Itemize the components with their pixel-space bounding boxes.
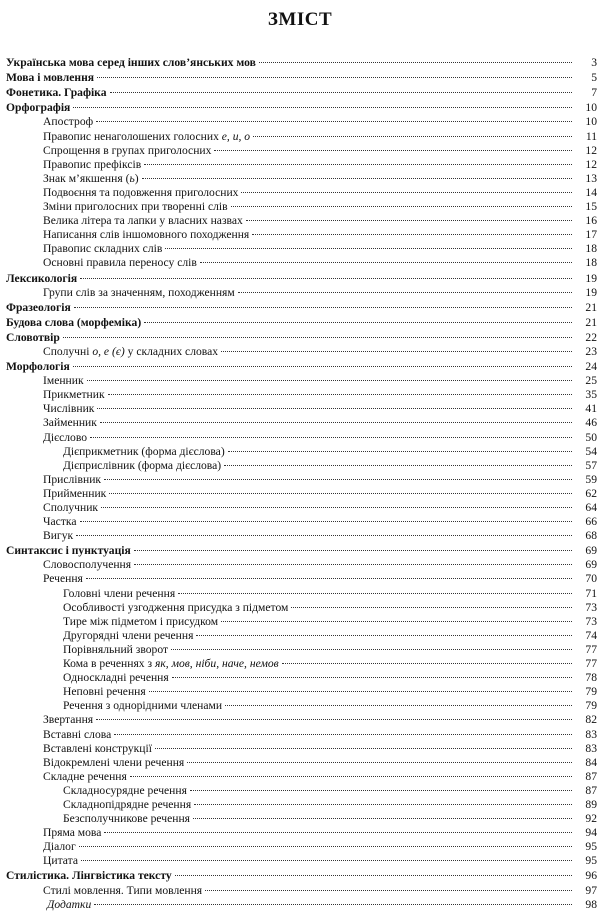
toc-page-number: 71 [585,586,597,600]
toc-page-number: 14 [585,185,597,199]
dot-leader [96,705,572,720]
toc-page-number: 18 [585,242,597,256]
dot-leader [63,323,572,338]
toc-entry-title-text: Велика літера та лапки у власних назвах [43,214,243,228]
toc-page-number: 79 [585,685,597,699]
toc-entry-title-text: Звертання [43,713,94,727]
dot-leader [80,507,573,522]
toc-entry-title-text: Основні правила переносу слів [43,256,197,270]
toc-entry-title-text: Другорядні члени речення [63,628,194,642]
toc-entry-title-text: Відокремлені члени речення [43,755,185,769]
toc-page-number: 98 [585,897,597,911]
toc-entry-title-text: Складнопідрядне речення [63,797,192,811]
dot-leader [246,206,572,221]
dot-leader [221,337,572,352]
toc-page-number: 54 [585,444,597,458]
dot-leader [73,352,572,367]
dot-leader [165,234,572,249]
dot-leader [205,875,572,890]
dot-leader [97,63,572,78]
toc-entry-title-text: Дієприслівник (форма дієслова) [63,458,222,472]
toc-entry-title-text: Вставні слова [43,727,112,741]
dot-leader [144,308,572,323]
dot-leader [96,107,572,122]
toc-entry-title-text: Стилістика. Лінгвістика тексту [6,869,172,883]
toc-page-number: 16 [585,214,597,228]
dot-leader [155,734,572,749]
dot-leader [73,93,572,108]
toc-page-number: 92 [585,812,597,826]
toc-page-number: 10 [585,115,597,129]
toc-entry-title-text: Знак м’якшення ( [43,171,130,185]
toc-entry-title-text: Групи слів за значенням, походженням [43,285,235,299]
toc-entry-title-text: Сполучні [43,344,93,358]
toc-entry-title-text: Займенник [43,416,97,430]
toc-page-number: 64 [585,501,597,514]
toc-page-number: 22 [585,330,597,344]
toc-entry-title-text: Зміни приголосних при творенні слів [43,200,228,214]
toc-entry-title-text: Неповні речення [63,685,146,699]
toc-entry-title-emphasis: ь [129,171,135,185]
dot-leader [142,164,572,179]
toc-page-number: 19 [585,285,597,299]
dot-leader [134,550,572,565]
toc-entry-title-emphasis: о, е (є) [92,344,125,358]
toc-page-number: 18 [585,256,597,270]
toc-entry-title-text: Будова слова (морфеміка) [6,315,142,329]
dot-leader [172,663,572,678]
toc-page-number: 17 [585,228,597,242]
dot-leader [114,719,572,734]
dot-leader [144,150,572,165]
dot-leader [149,677,572,692]
dot-leader [94,890,572,905]
toc-entry-title-text: Правопис складних слів [43,242,163,256]
toc-page-number: 21 [585,300,597,314]
dot-leader [194,790,572,805]
toc-entry-title-text: Односкладні речення [63,671,169,685]
toc-page-number: 21 [585,315,597,329]
toc-page-number: 95 [585,854,597,868]
toc-page-number: 12 [585,157,597,171]
page-title: ЗМІСТ [267,9,333,30]
dot-leader [228,437,572,452]
dot-leader [178,578,572,593]
toc-entry-title-text: Фразеологія [6,300,71,314]
toc-page-number: 97 [585,883,597,897]
dot-leader [193,804,572,819]
toc-page-number: 77 [585,657,597,671]
toc-page-number: 25 [585,374,597,388]
dot-leader [110,78,573,93]
toc-entry-title-text: Дієслово [43,430,88,444]
dot-leader [81,846,572,861]
toc-page-number: 87 [585,783,597,797]
dot-leader [241,178,572,193]
dot-leader [86,564,572,579]
dot-leader [76,521,572,536]
dot-leader [187,748,572,763]
dot-leader [79,832,572,847]
toc-page-number: 35 [585,388,597,402]
toc-entry-title-text: Апостроф [43,115,94,129]
toc-entry-title-text: Кома в реченнях з [63,657,155,671]
toc-page-number: 69 [585,544,597,558]
toc-page-number: 83 [585,727,597,741]
table-of-contents [0,51,600,911]
toc-entry-title-text: Фонетика. Графіка [6,86,107,100]
toc-entry-title-text: Правопис ненаголошених голосних [43,129,222,143]
toc-entry-title-text: Діалог [43,840,76,854]
toc-entry-title-text: Стилі мовлення. Типи мовлення [43,883,203,897]
dot-leader [200,248,572,263]
dot-leader [97,394,572,409]
toc-entry-title-text: Іменник [43,374,84,388]
dot-leader [291,593,572,608]
toc-entry-title-text: Особливості узгодження присудка з підметом [63,600,289,614]
toc-page-number: 3 [591,56,597,70]
toc-entry-title-text: Сполучник [43,501,99,514]
dot-leader [259,48,572,63]
toc-page-number: 10 [585,101,597,115]
toc-page-number: 5 [591,71,597,85]
toc-page-number: 89 [585,797,597,811]
dot-leader [238,278,572,293]
toc-page-number: 73 [585,614,597,628]
dot-leader [252,220,572,235]
toc-entry-title-text: Дієприкметник (форма дієслова) [63,444,225,458]
dot-leader [104,465,572,480]
dot-leader [104,818,572,833]
toc-entry-title-emphasis: е, и, о [221,129,251,143]
dot-leader [171,635,572,650]
toc-entry-title-text: Вигук [43,529,74,543]
toc-entry-title-text: Речення з однорідними членами [63,699,223,713]
toc-entry-title-text: Спрощення в групах приголосних [43,143,212,157]
toc-page-number: 82 [585,713,597,727]
toc-entry-title-text: Прислівник [43,472,102,486]
dot-leader [225,691,572,706]
toc-entry-title-text: Написання слів іншомовного походження [43,228,250,242]
toc-page-number: 24 [585,360,597,374]
dot-leader [80,263,572,278]
toc-entry-title-text: Вставлені конструкції [43,741,152,755]
toc-page-number: 83 [585,741,597,755]
toc-page-number: 69 [585,558,597,572]
toc-page-number: 87 [585,769,597,783]
dot-leader [231,192,572,207]
toc-entry-title-text: Числівник [43,402,95,416]
dot-leader [221,607,572,622]
toc-entry-title-text: у складних словах [124,344,219,358]
toc-page-number: 77 [585,642,597,656]
toc-page-number: 12 [585,143,597,157]
toc-entry-title-text: Цитата [43,854,78,868]
toc-entry-title-text: Словотвір [6,330,60,344]
toc-page-number: 41 [585,402,597,416]
toc-entry-title-emphasis: Додатки [47,897,92,911]
toc-page-number: 19 [585,271,597,285]
toc-page-number: 74 [585,628,597,642]
toc-entry-title-text: Пряма мова [43,826,102,840]
toc-page-number: 94 [585,826,597,840]
toc-entry-title-text: Речення [43,572,83,586]
toc-page-number: 59 [585,472,597,486]
toc-page-number: 68 [585,529,597,543]
toc-entry-title-text: Складносурядне речення [63,783,187,797]
dot-leader [224,451,572,466]
toc-entry-title-text: Морфологія [6,360,70,374]
toc-entry-title-text: ) [134,171,139,185]
toc-page-number: 66 [585,515,597,529]
toc-page-number: 78 [585,671,597,685]
toc-page-number: 7 [591,86,597,100]
dot-leader [100,408,572,423]
dot-leader [108,380,572,395]
toc-entry-title-text: Прийменник [43,486,107,500]
toc-entry-title-text: Складне речення [43,769,127,783]
toc-entry-title-text: Синтаксис і пунктуація [6,544,131,558]
toc-entry-title-text: Мова і мовлення [6,71,95,85]
dot-leader [134,536,572,551]
toc-page-number: 46 [585,416,597,430]
dot-leader [190,776,572,791]
toc-entry-title-text: Безсполучникове речення [63,812,191,826]
toc-page-number: 13 [585,171,597,185]
dot-leader [196,621,572,636]
dot-leader [214,136,572,151]
toc-entry-title-text: Порівняльний зворот [63,642,169,656]
toc-page-number: 50 [585,430,597,444]
dot-leader [282,649,572,664]
toc-entry-title-text: Орфографія [6,101,71,115]
toc-entry-title-emphasis: як, мов, ніби, наче, немов [154,657,279,671]
toc-entry-title-text: Словосполучення [43,558,132,572]
toc-entry-title-text: Тире між підметом і присудком [63,614,219,628]
toc-page-number: 73 [585,600,597,614]
toc-page-number: 62 [585,486,597,500]
toc-page-number: 23 [585,344,597,358]
toc-entry-title-text: Прикметник [43,388,105,402]
dot-leader [74,293,572,308]
dot-leader [175,861,572,876]
toc-entry-title-text: Частка [43,515,77,529]
dot-leader [109,479,572,494]
toc-entry-title-text: Українська мова серед інших слов’янських мов [6,56,256,70]
toc-page-number: 84 [585,755,597,769]
toc-page-number: 95 [585,840,597,854]
dot-leader [253,121,572,136]
dot-leader [90,422,572,437]
toc-page-number: 70 [585,572,597,586]
dot-leader [87,366,572,381]
toc-page-number: 96 [585,869,597,883]
dot-leader [130,762,572,777]
toc-entry-title-text: Лексикологія [6,271,78,285]
toc-entry-title-text: Подвоєння та подовження приголосних [43,185,239,199]
dot-leader [101,493,572,508]
toc-page-number: 15 [585,200,597,214]
toc-page-number: 11 [585,129,597,143]
toc-entry-title-text: Головні члени речення [63,586,176,600]
toc-page-number: 79 [585,699,597,713]
toc-page-number: 57 [585,458,597,472]
toc-entry-title-text: Правопис префіксів [43,157,142,171]
